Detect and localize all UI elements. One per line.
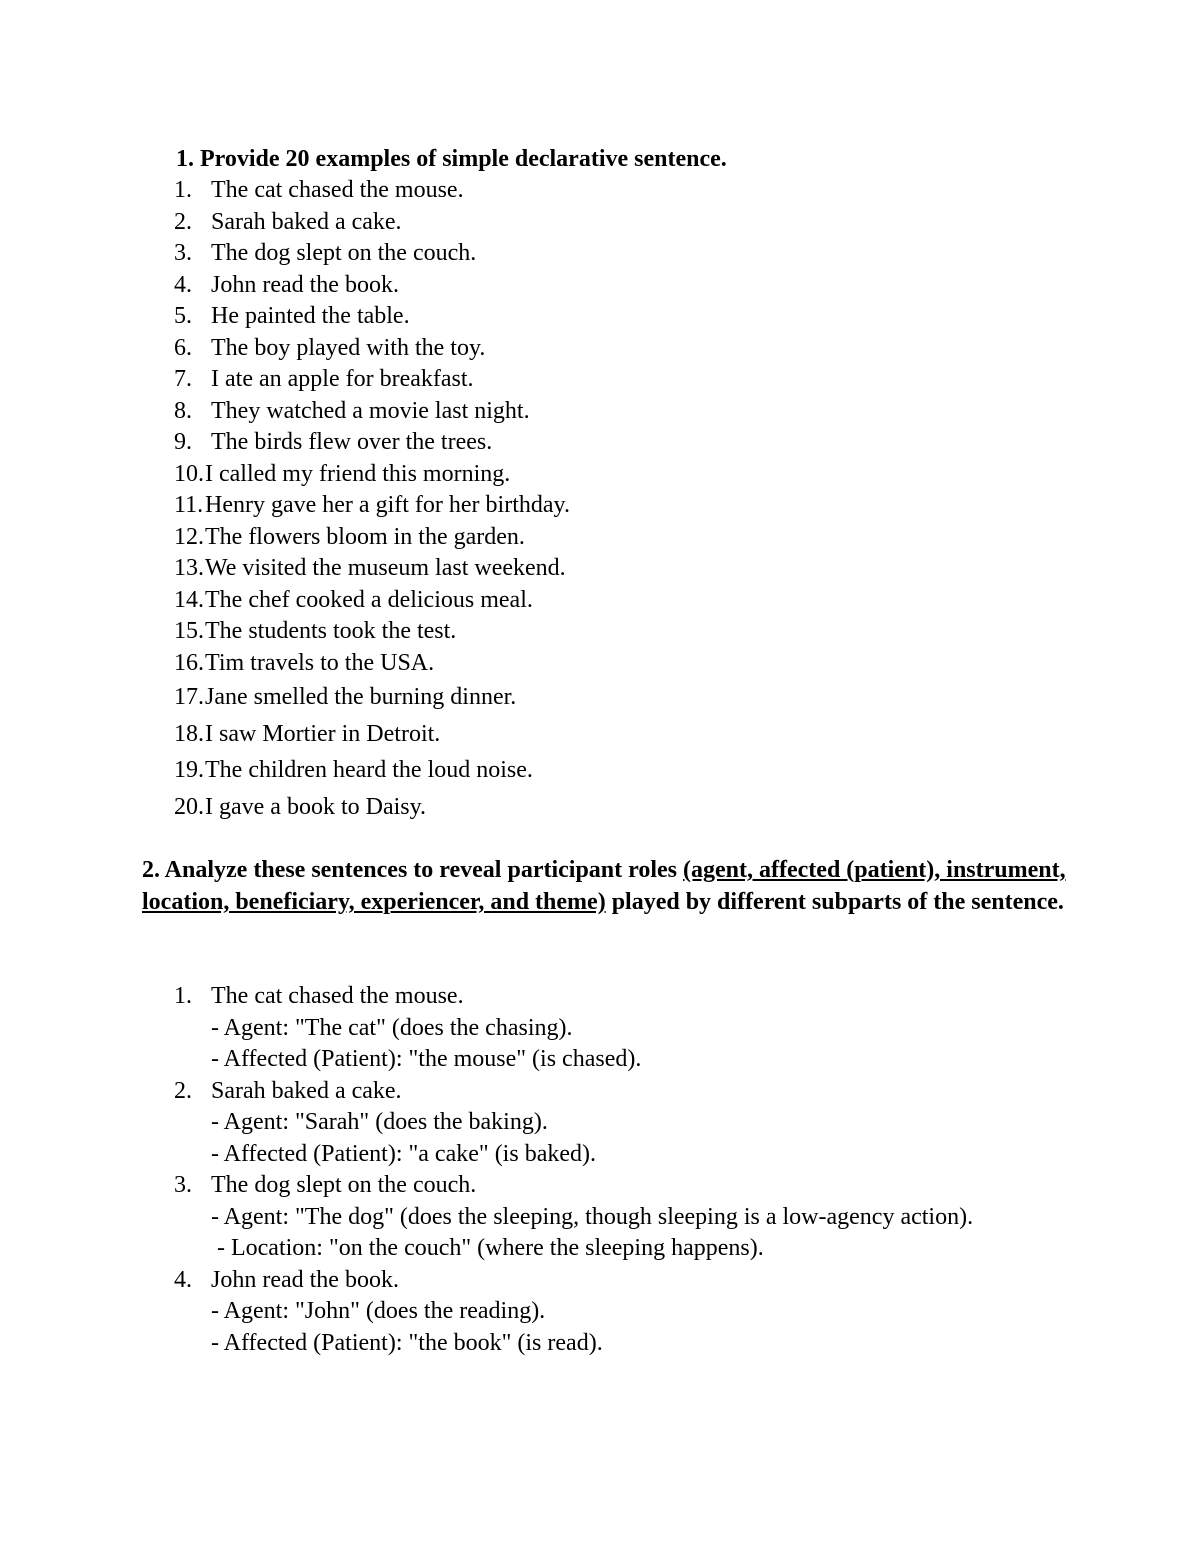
item-number: 2. [174,208,192,235]
item-text: I ate an apple for breakfast. [211,366,474,392]
item-number: 4. [174,271,192,298]
item-number: 18. [174,720,204,747]
item-number: 2. [174,1077,192,1104]
analysis-sentence [174,1076,1054,1108]
question-2-heading-tail: played by different subparts of the sentence. [605,889,1064,915]
list-item [174,333,570,365]
list-item [174,459,570,491]
item-number: 3. [174,1172,192,1198]
item-text: We visited the museum last weekend. [205,555,566,581]
list-item [174,553,570,585]
item-number: 7. [174,366,192,392]
item-text: He painted the table. [211,303,410,329]
item-text: Henry gave her a gift for her birthday. [205,492,570,518]
analysis-sentence [174,1265,1054,1297]
analysis-item [174,981,1054,1076]
role-line: - Affected (Patient): "the mouse" (is chased). [211,1046,642,1072]
item-text: The dog slept on the couch. [211,240,477,266]
item-number: 11. [174,492,204,518]
question-2-heading-lead: 2. Analyze these sentences to reveal participant roles [142,857,684,883]
list-item [174,364,570,396]
item-number: 6. [174,334,192,361]
item-text: The cat chased the mouse. [211,983,464,1009]
item-number: 16. [174,649,204,676]
list-item [174,648,570,680]
item-number: 9. [174,429,192,455]
list-item [174,427,570,459]
item-number: 8. [174,397,192,424]
question-1-heading: 1. Provide 20 examples of simple declarative sentence. [176,146,727,172]
item-text: Jane smelled the burning dinner. [205,684,517,710]
item-text: Sarah baked a cake. [211,208,402,235]
item-number: 17. [174,684,204,710]
list-item [174,752,570,789]
list-item [174,175,570,207]
item-text: John read the book. [211,1266,399,1293]
item-number: 14. [174,586,204,613]
item-text: The cat chased the mouse. [211,177,464,203]
list-item [174,679,570,716]
role-line: - Location: "on the couch" (where the sleeping happens). [217,1235,764,1261]
role-line: - Agent: "Sarah" (does the baking). [211,1109,548,1135]
item-text: I called my friend this morning. [205,460,511,487]
item-number: 3. [174,240,192,266]
item-text: The flowers bloom in the garden. [205,523,525,550]
role-line: - Affected (Patient): "a cake" (is baked). [211,1140,596,1167]
analysis-list [174,981,1054,1359]
role-line: - Agent: "The dog" (does the sleeping, though sleeping is a low-agency action). [211,1203,974,1230]
item-number: 1. [174,983,192,1009]
item-number: 5. [174,303,192,329]
item-text: I saw Mortier in Detroit. [205,720,441,747]
item-text: The dog slept on the couch. [211,1172,477,1198]
list-item [174,522,570,554]
item-text: John read the book. [211,271,399,298]
item-text: The students took the test. [205,618,457,644]
item-text: Tim travels to the USA. [205,649,435,676]
analysis-item [174,1265,1054,1360]
participant-roles-underlined: (agent, affected (patient), instrument, location, beneficiary, experiencer, and theme) [142,857,1066,915]
role-line: - Affected (Patient): "the book" (is read). [211,1329,603,1356]
analysis-sentence [174,981,1054,1013]
analysis-item [174,1076,1054,1171]
item-number: 19. [174,757,204,783]
item-text: They watched a movie last night. [211,397,530,424]
list-item [174,238,570,270]
sentence-examples-list [174,175,570,825]
list-item [174,716,570,753]
item-text: The children heard the loud noise. [205,757,533,783]
analysis-sentence [174,1170,1054,1202]
item-number: 4. [174,1266,192,1293]
list-item [174,585,570,617]
list-item [174,396,570,428]
list-item [174,270,570,302]
item-number: 15. [174,618,204,644]
list-item [174,207,570,239]
item-number: 20. [174,793,204,820]
item-text: The birds flew over the trees. [211,429,493,455]
list-item [174,616,570,648]
list-item [174,490,570,522]
item-number: 12. [174,523,204,550]
role-line: - Agent: "The cat" (does the chasing). [211,1014,573,1041]
item-number: 10. [174,460,204,487]
list-item [174,301,570,333]
item-number: 13. [174,555,204,581]
role-line: - Agent: "John" (does the reading). [211,1298,546,1324]
item-text: Sarah baked a cake. [211,1077,402,1104]
item-text: The boy played with the toy. [211,334,486,361]
analysis-item [174,1170,1054,1265]
list-item [174,789,570,826]
item-text: The chef cooked a delicious meal. [205,586,533,613]
item-number: 1. [174,177,192,203]
item-text: I gave a book to Daisy. [205,793,427,820]
question-2-heading [142,854,1072,918]
